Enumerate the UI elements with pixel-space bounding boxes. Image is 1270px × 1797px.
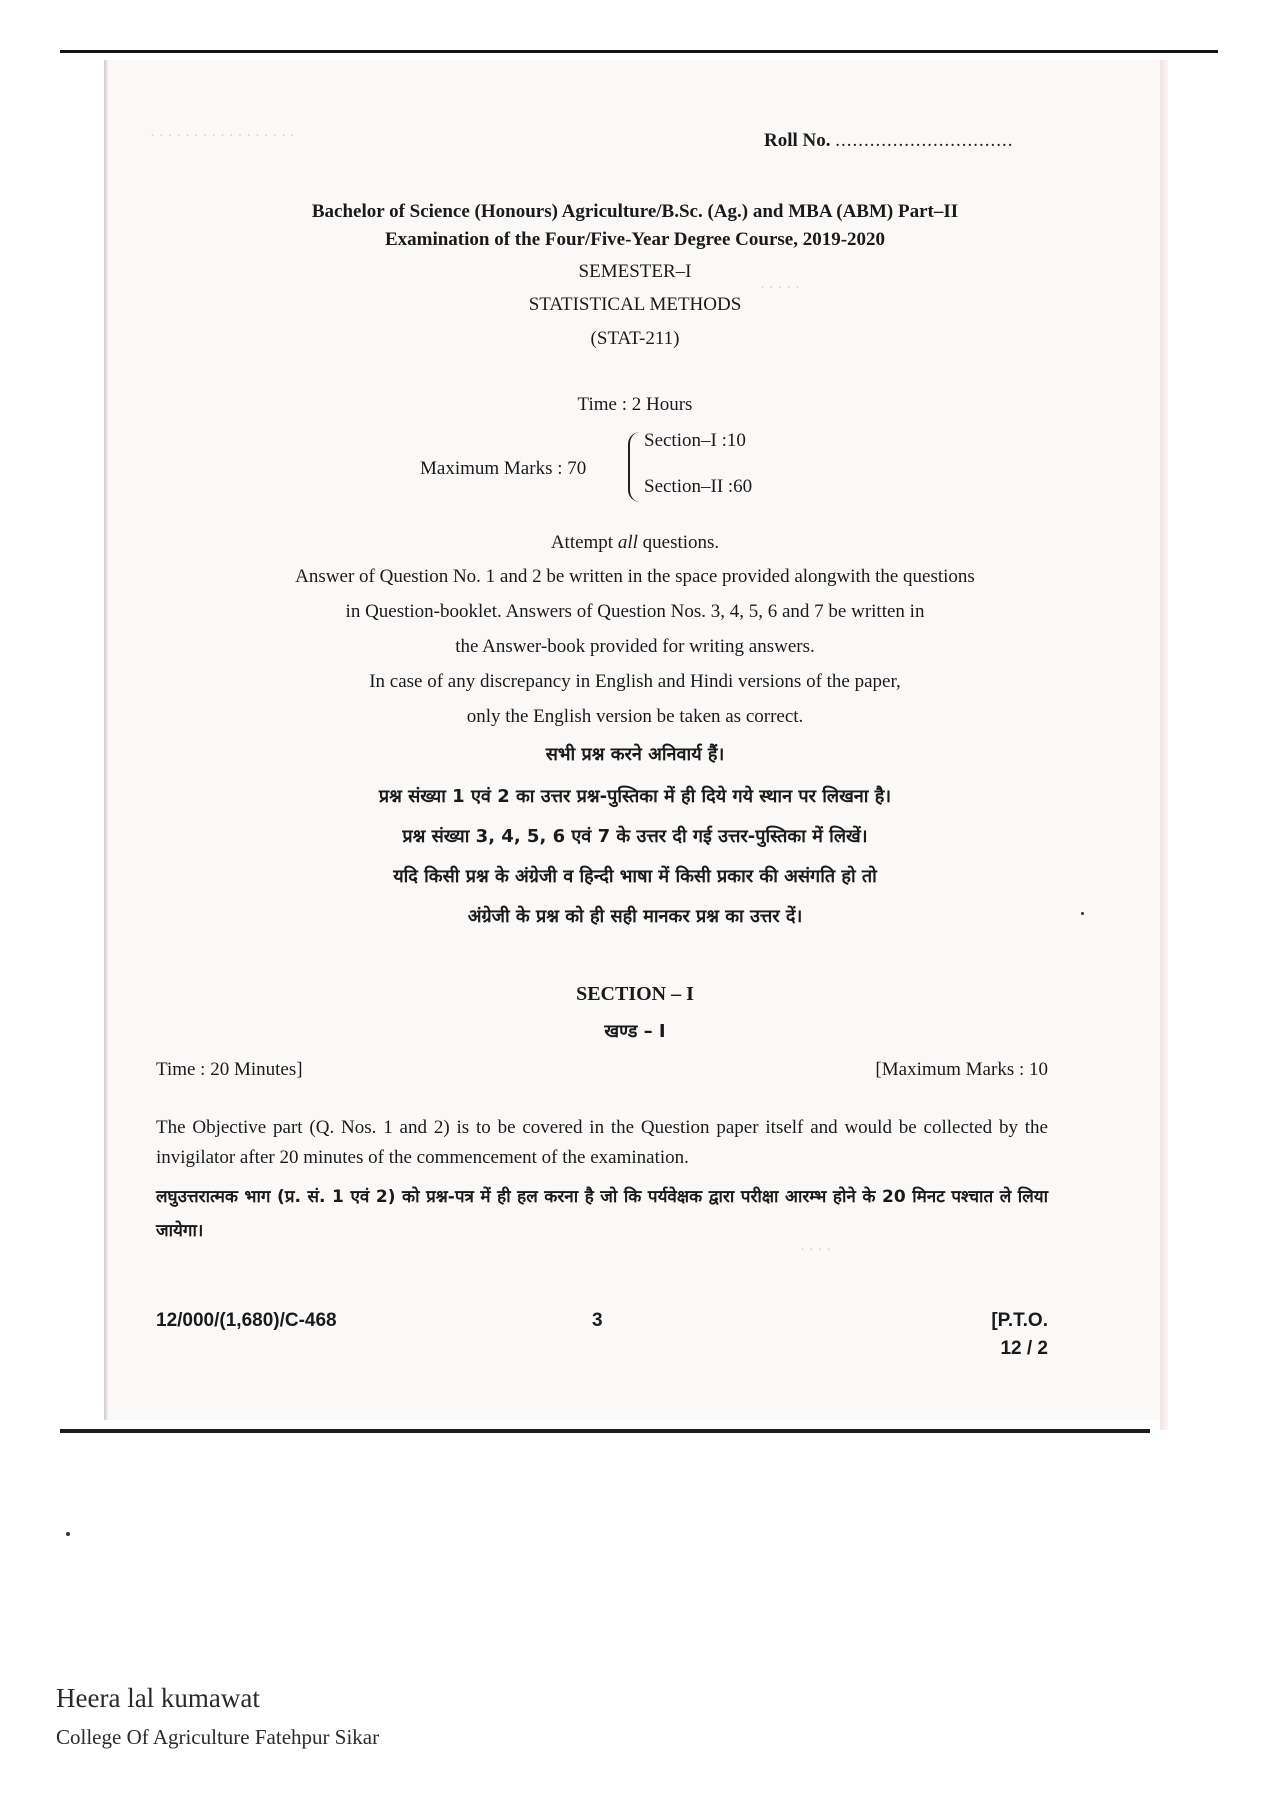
page-footer	[156, 1310, 1048, 1370]
roll-number-blank: ...............................	[835, 130, 1014, 151]
roll-number-field	[764, 130, 1014, 152]
section-max-marks: [Maximum Marks : 10	[875, 1059, 1048, 1080]
roll-number-label: Roll No.	[764, 130, 831, 151]
scan-speck	[66, 1532, 70, 1536]
scan-speck	[1081, 912, 1084, 915]
subject: STATISTICAL METHODS	[528, 294, 742, 315]
credit-college: College Of Agriculture Fatehpur Sikar	[56, 1725, 380, 1749]
bleed-through-text: · · · · · · · · · · · · · · · · ·	[150, 128, 295, 144]
bottom-rule	[60, 1429, 1150, 1433]
instruction-text: Attempt all questions.	[550, 532, 720, 553]
top-rule	[60, 50, 1218, 53]
objective-note-hindi: लघुउत्तरात्मक भाग (प्र. सं. 1 एवं 2) को प्रश्न-पत्र में ही हल करना है जो कि पर्यवेक्षक द्वारा परीक्षा आरम्भ होने के 20 मिनट पश्चात ले लिया जायेगा।	[156, 1187, 1048, 1241]
please-turn-over: [P.T.O.	[991, 1310, 1048, 1331]
instruction-line: Answer of Question No. 1 and 2 be written in the space provided alongwith the questions	[295, 566, 975, 587]
instruction-attempt-all	[0, 531, 1270, 555]
section-time: Time : 20 Minutes]	[156, 1059, 303, 1080]
max-marks-label: Maximum Marks : 70	[420, 458, 587, 479]
credit-name: Heera lal kumawat	[56, 1683, 260, 1713]
brace	[628, 432, 644, 502]
section1-marks: Section–I :10	[644, 430, 746, 451]
max-marks-block	[420, 430, 820, 510]
objective-note-english: The Objective part (Q. Nos. 1 and 2) is to be covered in the Question paper itself and would be collected by the invigilator after 20 minutes of the commencement of the examination.	[156, 1117, 1048, 1168]
hindi-instruction: प्रश्न संख्या 3, 4, 5, 6 एवं 7 के उत्तर दी गई उत्तर-पुस्तिका में लिखें।	[402, 826, 868, 847]
section-title: SECTION – I	[576, 983, 694, 1005]
exam-title: Examination of the Four/Five-Year Degree Course, 2019-2020	[384, 229, 886, 250]
hindi-instruction: अंग्रेजी के प्रश्न को ही सही मानकर प्रश्न का उत्तर दें।	[467, 906, 803, 927]
page-number: 3	[592, 1310, 603, 1331]
bleed-through-text: · · · · ·	[760, 280, 800, 296]
semester: SEMESTER–I	[578, 261, 692, 282]
page-count: 12 / 2	[1000, 1338, 1048, 1359]
total-time: Time : 2 Hours	[577, 394, 693, 415]
hindi-instruction: सभी प्रश्न करने अनिवार्य हैं।	[545, 744, 725, 765]
hindi-instruction: यदि किसी प्रश्न के अंग्रेजी व हिन्दी भाषा में किसी प्रकार की असंगति हो तो	[393, 866, 877, 887]
degree-title: Bachelor of Science (Honours) Agriculture/B.Sc. (Ag.) and MBA (ABM) Part–II	[311, 201, 959, 222]
instruction-line: In case of any discrepancy in English and Hindi versions of the paper,	[369, 671, 901, 692]
instruction-line: in Question-booklet. Answers of Question Nos. 3, 4, 5, 6 and 7 be written in	[345, 601, 925, 622]
instruction-line: only the English version be taken as correct.	[466, 706, 804, 727]
bleed-through-text: · · · ·	[800, 1242, 832, 1258]
print-code: 12/000/(1,680)/C-468	[156, 1310, 337, 1331]
hindi-instruction: प्रश्न संख्या 1 एवं 2 का उत्तर प्रश्न-पुस्तिका में ही दिये गये स्थान पर लिखना है।	[378, 786, 892, 807]
section2-marks: Section–II :60	[644, 476, 753, 497]
instruction-line: the Answer-book provided for writing answers.	[455, 636, 815, 657]
section-title-hindi: खण्ड – I	[604, 1021, 666, 1042]
course-code: (STAT-211)	[590, 328, 680, 349]
